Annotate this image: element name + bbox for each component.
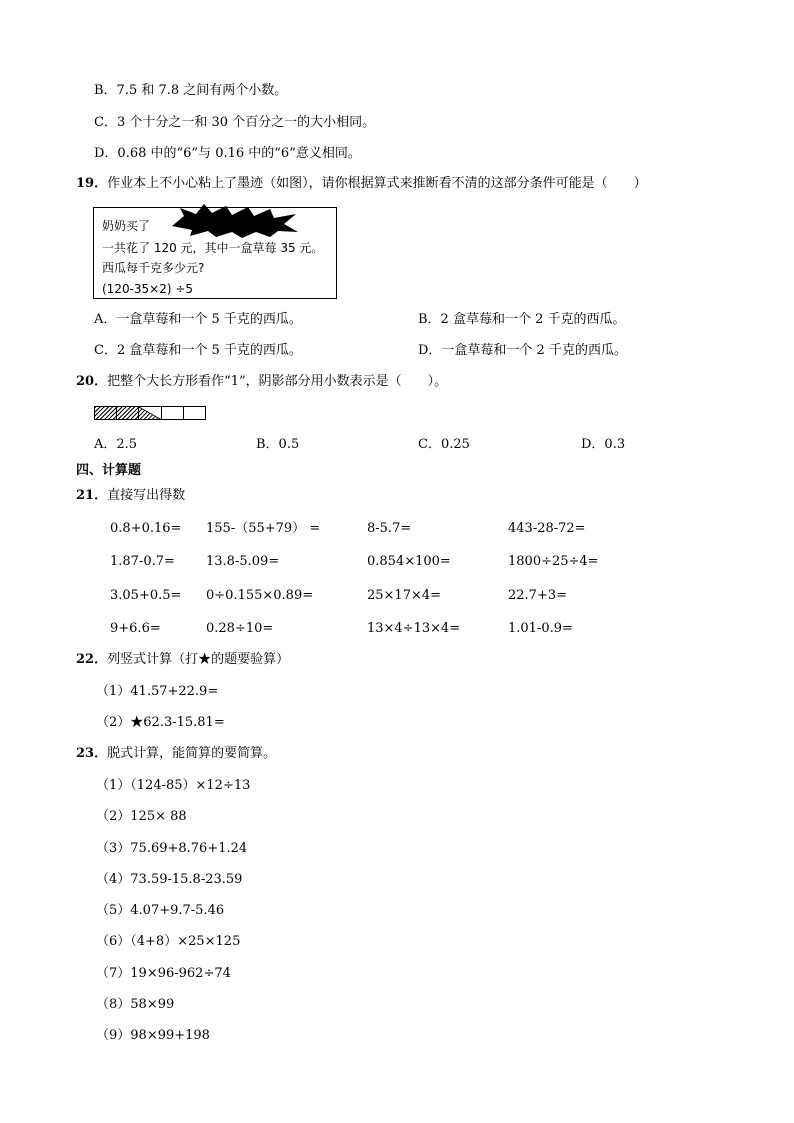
q23-item: （2）125× 88 bbox=[96, 809, 187, 824]
q19-option-c: C．2 盒草莓和一个 5 千克的西瓜。 bbox=[94, 343, 302, 358]
q23-item: （7）19×96-962÷74 bbox=[96, 966, 231, 981]
calc-item: 0.8+0.16= bbox=[110, 521, 182, 536]
calc-item: 155-（55+79） = bbox=[206, 521, 321, 536]
calc-item: 0÷0.155×0.89= bbox=[206, 588, 314, 603]
ink-blot-icon bbox=[170, 204, 300, 238]
q19-stem bbox=[76, 175, 647, 193]
q20-stem bbox=[76, 373, 447, 391]
q18-option-b: B．7.5 和 7.8 之间有两个小数。 bbox=[94, 83, 288, 98]
calc-item: 1.87-0.7= bbox=[110, 554, 175, 569]
q20-number: 20． bbox=[76, 374, 108, 389]
q19-option-b: B．2 盒草莓和一个 2 千克的西瓜。 bbox=[418, 312, 626, 327]
calc-item: 13×4÷13×4= bbox=[367, 621, 461, 636]
q21-stem bbox=[76, 487, 185, 505]
calc-item: 22.7+3= bbox=[508, 588, 568, 603]
calc-item: 1.01-0.9= bbox=[508, 621, 573, 636]
calc-item: 25×17×4= bbox=[367, 588, 442, 603]
q19-text: 作业本上不小心粘上了墨迹（如图），请你根据算式来推断看不清的这部分条件可能是（ ） bbox=[107, 176, 647, 191]
figure-line-4: (120-35×2) ÷5 bbox=[102, 282, 194, 296]
shaded-cell bbox=[95, 407, 117, 419]
q23-item: （5）4.07+9.7-5.46 bbox=[96, 903, 225, 918]
calc-item: 3.05+0.5= bbox=[110, 588, 182, 603]
q22-item: （1）41.57+22.9= bbox=[96, 684, 219, 699]
q19-figure bbox=[93, 207, 337, 299]
calc-item: 0.854×100= bbox=[367, 554, 451, 569]
section-title: 四、计算题 bbox=[76, 463, 142, 478]
figure-line-2: 一共花了 120 元，其中一盒草莓 35 元。 bbox=[102, 241, 324, 255]
figure-line-3: 西瓜每千克多少元? bbox=[102, 261, 205, 275]
q20-text: 把整个大长方形看作“1”，阴影部分用小数表示是（ ）。 bbox=[107, 374, 448, 389]
q20-option-d: D．0.3 bbox=[581, 437, 626, 452]
q22-text: 列竖式计算（打★的题要验算） bbox=[107, 652, 290, 667]
q22-stem bbox=[76, 651, 289, 669]
q19-number: 19． bbox=[76, 176, 108, 191]
q21-number: 21． bbox=[76, 488, 108, 503]
q21-text: 直接写出得数 bbox=[107, 488, 186, 503]
q20-option-a: A．2.5 bbox=[94, 437, 138, 452]
q19-option-a: A．一盒草莓和一个 5 千克的西瓜。 bbox=[94, 312, 302, 327]
calc-item: 8-5.7= bbox=[367, 521, 412, 536]
calc-item: 9+6.6= bbox=[110, 621, 161, 636]
q20-option-c: C．0.25 bbox=[418, 437, 470, 452]
empty-cell bbox=[162, 407, 184, 419]
calc-item: 443-28-72= bbox=[508, 521, 586, 536]
q23-stem bbox=[76, 745, 276, 763]
half-shaded-cell bbox=[139, 407, 161, 419]
q23-item: （9）98×99+198 bbox=[96, 1028, 210, 1043]
q23-text: 脱式计算，能简算的要简算。 bbox=[107, 746, 277, 761]
q18-option-c: C．3 个十分之一和 30 个百分之一的大小相同。 bbox=[94, 115, 376, 130]
q23-item: （8）58×99 bbox=[96, 997, 175, 1012]
empty-cell bbox=[184, 407, 205, 419]
rectangle-figure bbox=[94, 406, 206, 420]
q22-number: 22． bbox=[76, 652, 108, 667]
shaded-cell bbox=[117, 407, 139, 419]
q23-item: （4）73.59-15.8-23.59 bbox=[96, 872, 243, 887]
q19-option-d: D．一盒草莓和一个 2 千克的西瓜。 bbox=[418, 343, 627, 358]
q23-item: （1）（124-85）×12÷13 bbox=[96, 778, 251, 793]
figure-line-1: 奶奶买了 bbox=[102, 219, 151, 233]
q20-option-b: B．0.5 bbox=[256, 437, 300, 452]
calc-item: 1800÷25÷4= bbox=[508, 554, 599, 569]
calc-item: 13.8-5.09= bbox=[206, 554, 280, 569]
calc-item: 0.28÷10= bbox=[206, 621, 274, 636]
q23-number: 23． bbox=[76, 746, 108, 761]
q18-option-d: D．0.68 中的“6”与 0.16 中的“6”意义相同。 bbox=[94, 146, 361, 161]
q22-item: （2）★62.3-15.81= bbox=[96, 715, 225, 730]
q23-item: （6）（4+8）×25×125 bbox=[96, 934, 241, 949]
q23-item: （3）75.69+8.76+1.24 bbox=[96, 841, 248, 856]
